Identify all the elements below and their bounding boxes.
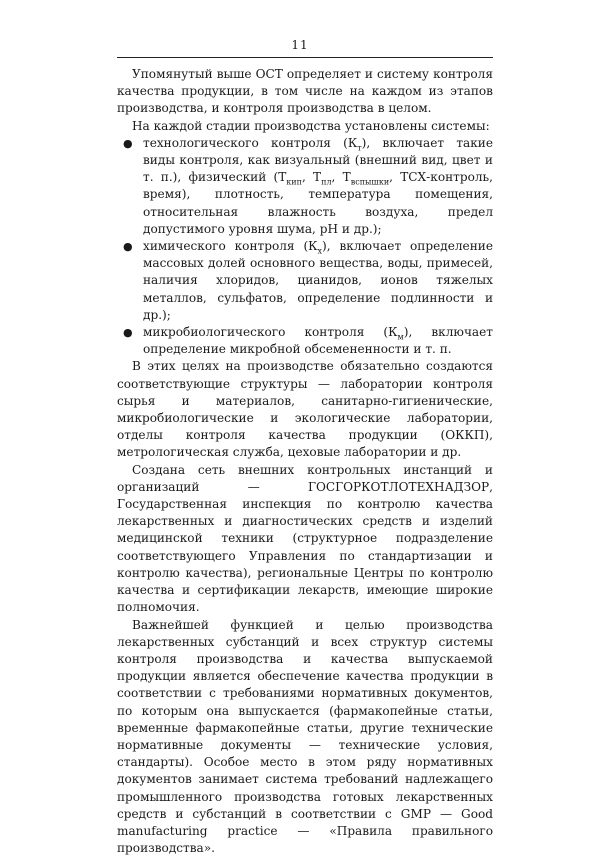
list-item-technological-control: ● технологического контроля $(К_т)$, включает такие виды контроля, как визуальный (внешний вид, цвет и т. п.), физический ($T_{кип}$, $T_{пл}$, $T_{вспышки}$, ТСХ-контроль, время), плотность, температура помещения, относительная влажность воздуха, предел допустимого уровня шума, рН и др.); xyxy=(143,135,493,238)
paragraph-systems-intro: На каждой стадии производства установлены системы: xyxy=(117,118,493,135)
page-number: 11 xyxy=(0,38,600,52)
paragraph-external-control: Создана сеть внешних контрольных инстанций и организаций — ГОСГОРКОТЛОТЕХНАДЗОР, Государственная инспекция по контролю качества лекарственных и диагностических средств и изделий медицинской техники (структурное подразделение соответствующего Управления по стандартизации и контролю качества), региональные Центры по контролю качества и сертификации лекарств, имеющие широкие полномочия. xyxy=(117,462,493,617)
paragraph-structures: В этих целях на производстве обязательно создаются соответствующие структуры — лаборатории контроля сырья и материалов, санитарно-гигиенические, микробиологические и экологические лаборатории, отделы контроля качества продукции (ОККП), метрологическая служба, цеховые лаборатории и др. xyxy=(117,358,493,461)
body-text xyxy=(117,66,493,857)
bullet-icon: ● xyxy=(123,238,133,255)
list-item-chemical-control: ● химического контроля $(К_х)$, включает определение массовых долей основного вещества, воды, примесей, наличия хлоридов, цианидов, ионов тяжелых металлов, сульфатов, определение подлинности и др.); xyxy=(143,238,493,324)
list-item-microbiological-control: ● микробиологического контроля $(К_м)$, включает определение микробной обсемененности и т. п. xyxy=(143,324,493,358)
paragraph-ost: Упомянутый выше ОСТ определяет и систему контроля качества продукции, в том числе на каждом из этапов производства, и контроля производства в целом. xyxy=(117,66,493,118)
paragraph-gmp: Важнейшей функцией и целью производства лекарственных субстанций и всех структур системы контроля производства и качества выпускаемой продукции является обеспечение качества продукции в соответствии с требованиями нормативных документов, по которым она выпускается (фармакопейные статьи, временные фармакопейные статьи, другие технические нормативные документы — технические условия, стандарты). Особое место в этом ряду нормативных документов занимает система требований надлежащего промышленного производства готовых лекарственных средств и субстанций в соответствии с GMP — Good manufacturing practice — «Правила правильного производства». xyxy=(117,617,493,857)
control-systems-list xyxy=(117,135,493,359)
bullet-icon: ● xyxy=(123,324,133,341)
bullet-icon: ● xyxy=(123,135,133,152)
header-rule xyxy=(117,57,493,58)
